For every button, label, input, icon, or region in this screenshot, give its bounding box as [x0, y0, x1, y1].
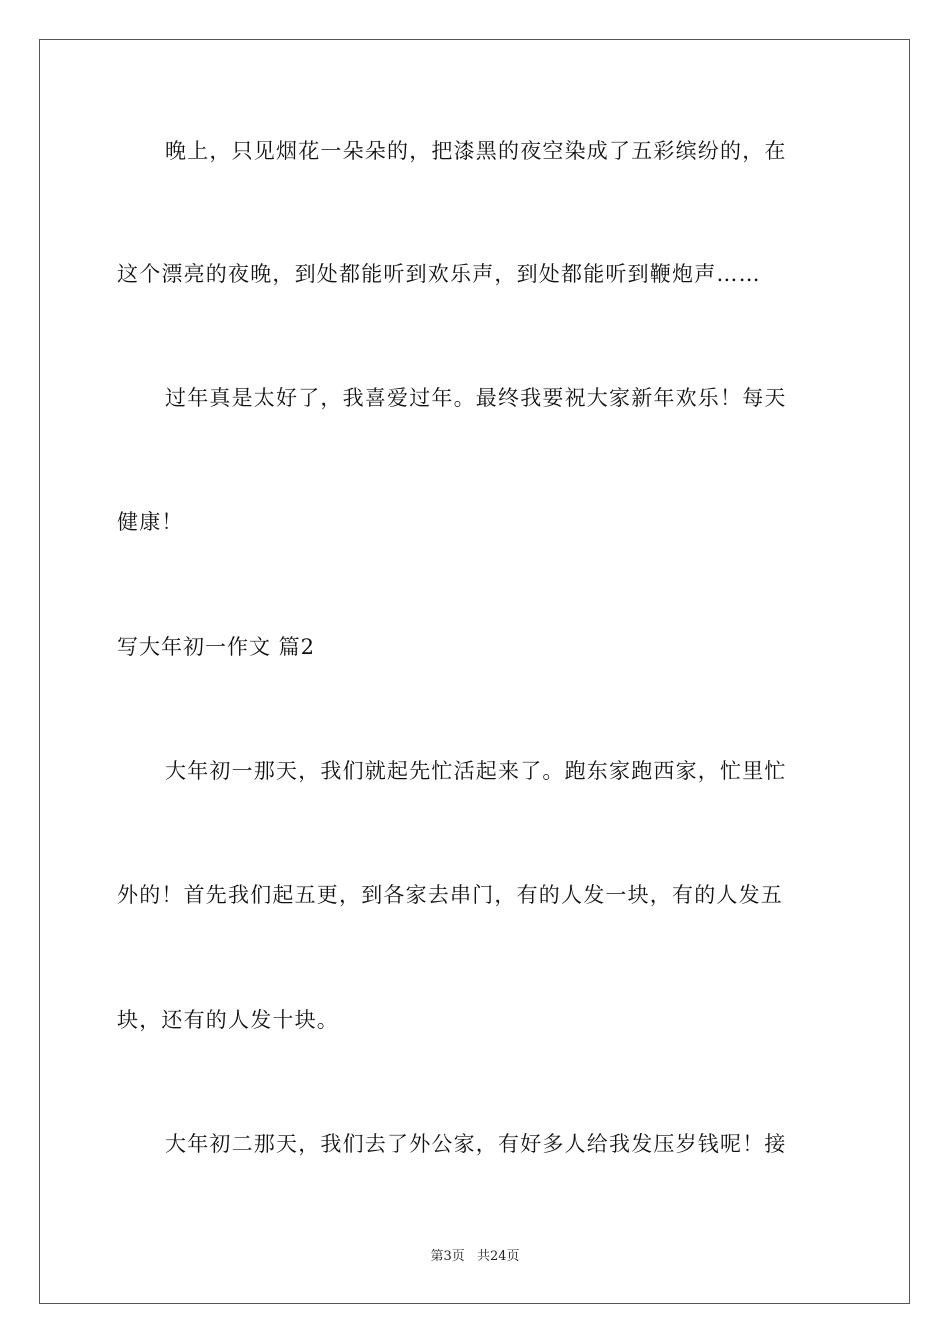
paragraph-3-line-3: 块，还有的人发十块。 [117, 1008, 339, 1032]
paragraph-2-line-2: 健康！ [117, 510, 184, 534]
paragraph-2-line-1: 过年真是太好了，我喜爱过年。最终我要祝大家新年欢乐！每天 [165, 386, 787, 410]
page-total: 共24页 [476, 1249, 520, 1264]
paragraph-3-line-2: 外的！首先我们起五更，到各家去串门，有的人发一块，有的人发五 [117, 883, 783, 907]
page-number: 第3页 [430, 1249, 465, 1264]
page-footer [0, 1248, 950, 1266]
paragraph-3-line-1: 大年初一那天，我们就起先忙活起来了。跑东家跑西家，忙里忙 [165, 759, 787, 783]
section-title: 写大年初一作文 篇2 [117, 635, 316, 659]
paragraph-4-line-1: 大年初二那天，我们去了外公家，有好多人给我发压岁钱呢！接 [165, 1132, 787, 1156]
page-border [39, 39, 910, 1304]
paragraph-1-line-1: 晚上，只见烟花一朵朵的，把漆黑的夜空染成了五彩缤纷的，在 [165, 139, 787, 163]
paragraph-1-line-2: 这个漂亮的夜晚，到处都能听到欢乐声，到处都能听到鞭炮声…… [117, 262, 761, 286]
